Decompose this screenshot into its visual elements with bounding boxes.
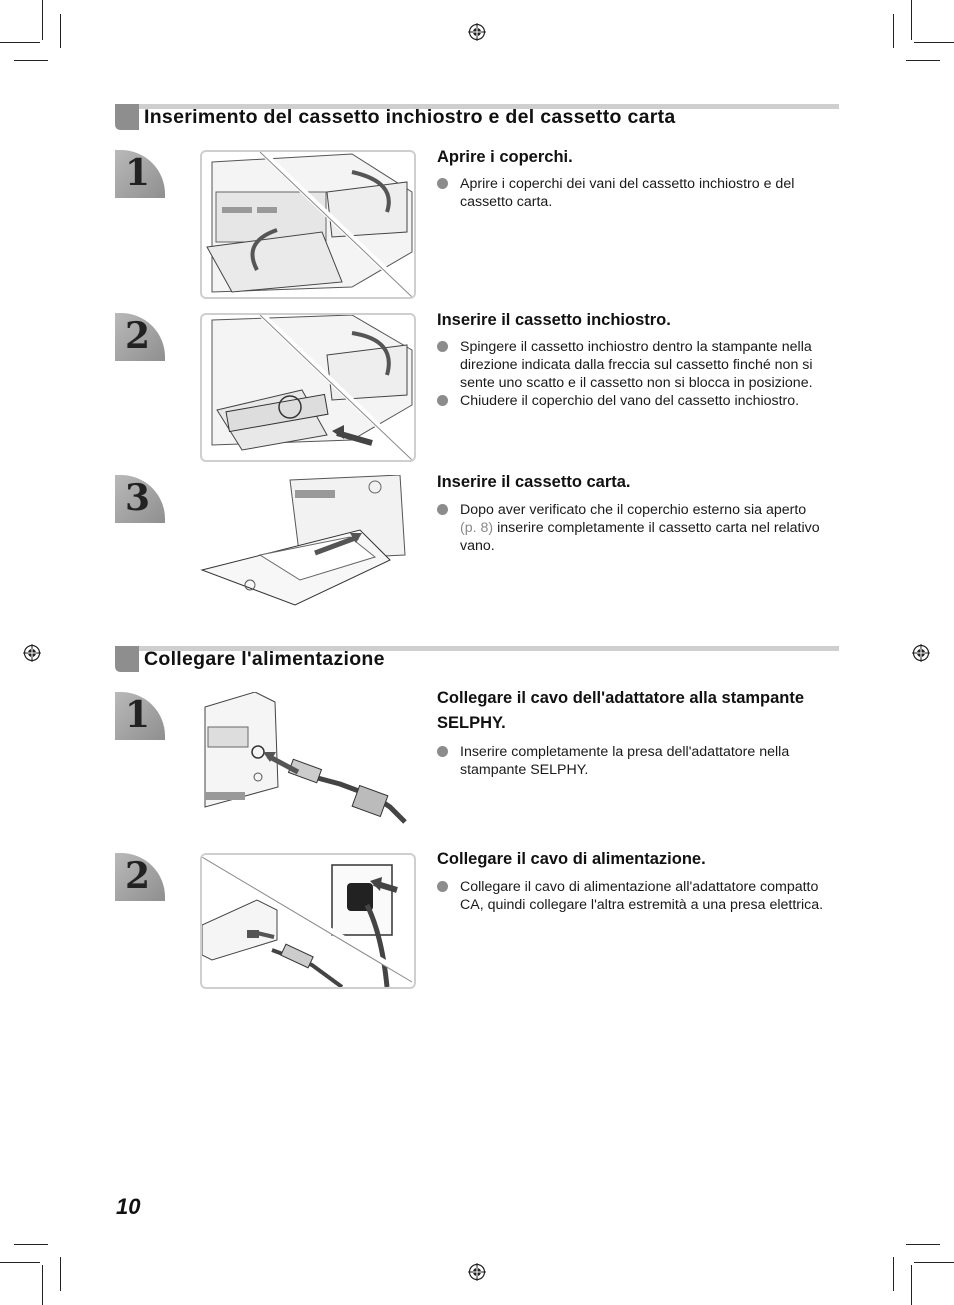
section-header-marker-icon: [115, 646, 139, 672]
crop-mark: [60, 1257, 61, 1291]
step-number: 3: [125, 477, 151, 519]
bullet-icon: [437, 178, 448, 189]
step-title: Collegare il cavo dell'adattatore alla stampante SELPHY.: [437, 689, 805, 732]
section-title: Inserimento del cassetto inchiostro e del cassetto carta: [144, 106, 676, 128]
registration-mark-icon: [23, 644, 41, 662]
crop-mark: [42, 1265, 43, 1305]
step-number: 2: [125, 315, 151, 357]
step-title: Inserire il cassetto inchiostro.: [437, 311, 671, 329]
crop-mark: [14, 1244, 48, 1245]
bullet-text: inserire completamente il cassetto carta nel relativo vano.: [460, 520, 820, 554]
bullet-icon: [437, 504, 448, 515]
step-title: Aprire i coperchi.: [437, 148, 573, 166]
step-number: 1: [125, 694, 151, 736]
crop-mark: [60, 14, 61, 48]
page-reference-link[interactable]: (p. 8): [460, 520, 494, 536]
step-title: Collegare il cavo di alimentazione.: [437, 850, 706, 868]
crop-mark: [911, 0, 912, 40]
registration-mark-icon: [468, 1263, 486, 1281]
step-title: Inserire il cassetto carta.: [437, 473, 631, 491]
illustration-insert-paper-cassette: [200, 475, 412, 610]
step-number: 1: [125, 152, 151, 194]
step-number-badge: [115, 475, 165, 523]
crop-mark: [906, 60, 940, 61]
step-number-badge: [115, 313, 165, 361]
crop-mark: [893, 1257, 894, 1291]
section-header-marker-icon: [115, 104, 139, 130]
bullet-item: Collegare il cavo di alimentazione all'adattatore compatto CA, quindi collegare l'altra estremità a una presa elettrica.: [437, 878, 842, 914]
crop-mark: [906, 1244, 940, 1245]
illustration-insert-ink-cassette: [200, 313, 416, 462]
registration-mark-icon: [912, 644, 930, 662]
crop-mark: [0, 1262, 40, 1263]
bullet-item: Aprire i coperchi dei vani del cassetto inchiostro e del cassetto carta.: [437, 175, 842, 211]
crop-mark: [914, 1262, 954, 1263]
page-number: 10: [116, 1194, 141, 1219]
illustration-connect-adapter: [200, 692, 412, 832]
crop-mark: [0, 42, 40, 43]
bullet-item: [437, 501, 842, 555]
registration-mark-icon: [468, 23, 486, 41]
bullet-icon: [437, 395, 448, 406]
crop-mark: [42, 0, 43, 40]
bullet-item: Inserire completamente la presa dell'adattatore nella stampante SELPHY.: [437, 743, 842, 779]
bullet-item: Chiudere il coperchio del vano del cassetto inchiostro.: [437, 392, 842, 410]
step-number-badge: [115, 150, 165, 198]
section-title: Collegare l'alimentazione: [144, 648, 385, 670]
crop-mark: [14, 60, 48, 61]
bullet-icon: [437, 881, 448, 892]
illustration-connect-power-cord: [200, 853, 416, 989]
step-number-badge: [115, 853, 165, 901]
crop-mark: [893, 14, 894, 48]
bullet-text: Dopo aver verificato che il coperchio esterno sia aperto: [460, 502, 807, 518]
illustration-open-covers: [200, 150, 416, 299]
step-number-badge: [115, 692, 165, 740]
bullet-icon: [437, 341, 448, 352]
crop-mark: [911, 1265, 912, 1305]
bullet-item: Spingere il cassetto inchiostro dentro la stampante nella direzione indicata dalla freccia sul cassetto finché non si sente uno scatto e il cassetto non si blocca in posizione.: [437, 338, 842, 392]
step-number: 2: [125, 855, 151, 897]
crop-mark: [914, 42, 954, 43]
bullet-icon: [437, 746, 448, 757]
